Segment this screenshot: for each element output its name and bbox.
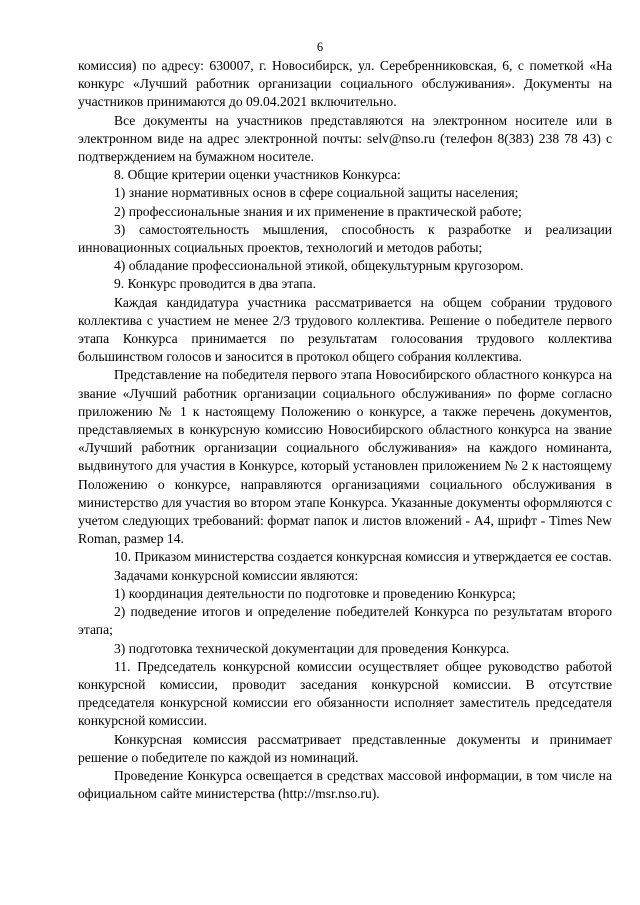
- paragraph: Конкурсная комиссия рассматривает представленные документы и принимает решение о победителе по каждой из номинаций.: [78, 731, 612, 765]
- paragraph: 1) координация деятельности по подготовке и проведению Конкурса;: [114, 585, 516, 601]
- paragraph: 11. Председатель конкурсной комиссии осуществляет общее руководство работой конкурсной комиссии, проводит заседания конкурсной комиссии. В отсутствие председателя конкурсной комиссии его обязанности исполняет заместитель председателя конкурсной комиссии.: [78, 658, 612, 729]
- paragraph: 8. Общие критерии оценки участников Конкурса:: [114, 167, 401, 183]
- paragraph: Все документы на участников представляются на электронном носителе или в электронном виде на адрес электронной почты: selv@nso.ru (телефон 8(383) 238 78 43) с подтверждением на бумажном носителе.: [78, 112, 612, 165]
- paragraph: 1) знание нормативных основ в сфере социальной защиты населения;: [114, 185, 519, 201]
- paragraph: Представление на победителя первого этапа Новосибирского областного конкурса на звание «Лучший работник организации социального обслуживания» по форме согласно приложению № 1 к настоящему Положению о конкурсе, а также перечень документов, представляемых в конкурсную комиссию Новосибирского областного конкурса на звание «Лучший работник организации социального обслуживания» на каждого номинанта, выдвинутого для участия в Конкурсе, который установлен приложением № 2 к настоящему Положению о конкурсе, направляются организациями социального обслуживания в министерство для участия во втором этапе Конкурса. Указанные документы оформляются с учетом следующих требований: формат папок и листов вложений - А4, шрифт - Times New Roman, размер 14.: [78, 367, 612, 547]
- paragraph: 4) обладание профессиональной этикой, общекультурным кругозором.: [114, 258, 524, 274]
- paragraph: 2) профессиональные знания и их применение в практической работе;: [114, 203, 522, 219]
- page-number: 6: [316, 40, 324, 54]
- paragraph: Каждая кандидатура участника рассматривается на общем собрании трудового коллектива с участием не менее 2/3 трудового коллектива. Решение о победителе первого этапа Конкурса принимается по результатам голосования трудового коллектива большинством голосов и заносится в протокол общего собрания коллектива.: [78, 294, 612, 365]
- paragraph: комиссия) по адресу: 630007, г. Новосибирск, ул. Серебренниковская, 6, с пометкой «На конкурс «Лучший работник организации социального обслуживания». Документы на участников принимаются до 09.04.2021 включительно.: [78, 58, 612, 110]
- paragraph: 10. Приказом министерства создается конкурсная комиссия и утверждается ее состав.: [114, 549, 612, 565]
- paragraph: 3) подготовка технической документации для проведения Конкурса.: [114, 640, 510, 656]
- paragraph: Проведение Конкурса освещается в средствах массовой информации, в том числе на официальном сайте министерства (http://msr.nso.ru).: [78, 767, 612, 802]
- paragraph: 9. Конкурс проводится в два этапа.: [114, 276, 316, 292]
- paragraph: Задачами конкурсной комиссии являются:: [114, 567, 359, 583]
- document-body: [78, 57, 612, 803]
- paragraph: 2) подведение итогов и определение победителей Конкурса по результатам второго этапа;: [78, 604, 612, 638]
- paragraph: 3) самостоятельность мышления, способность к разработке и реализации инновационных социальных проектов, технологий и методов работы;: [78, 221, 612, 256]
